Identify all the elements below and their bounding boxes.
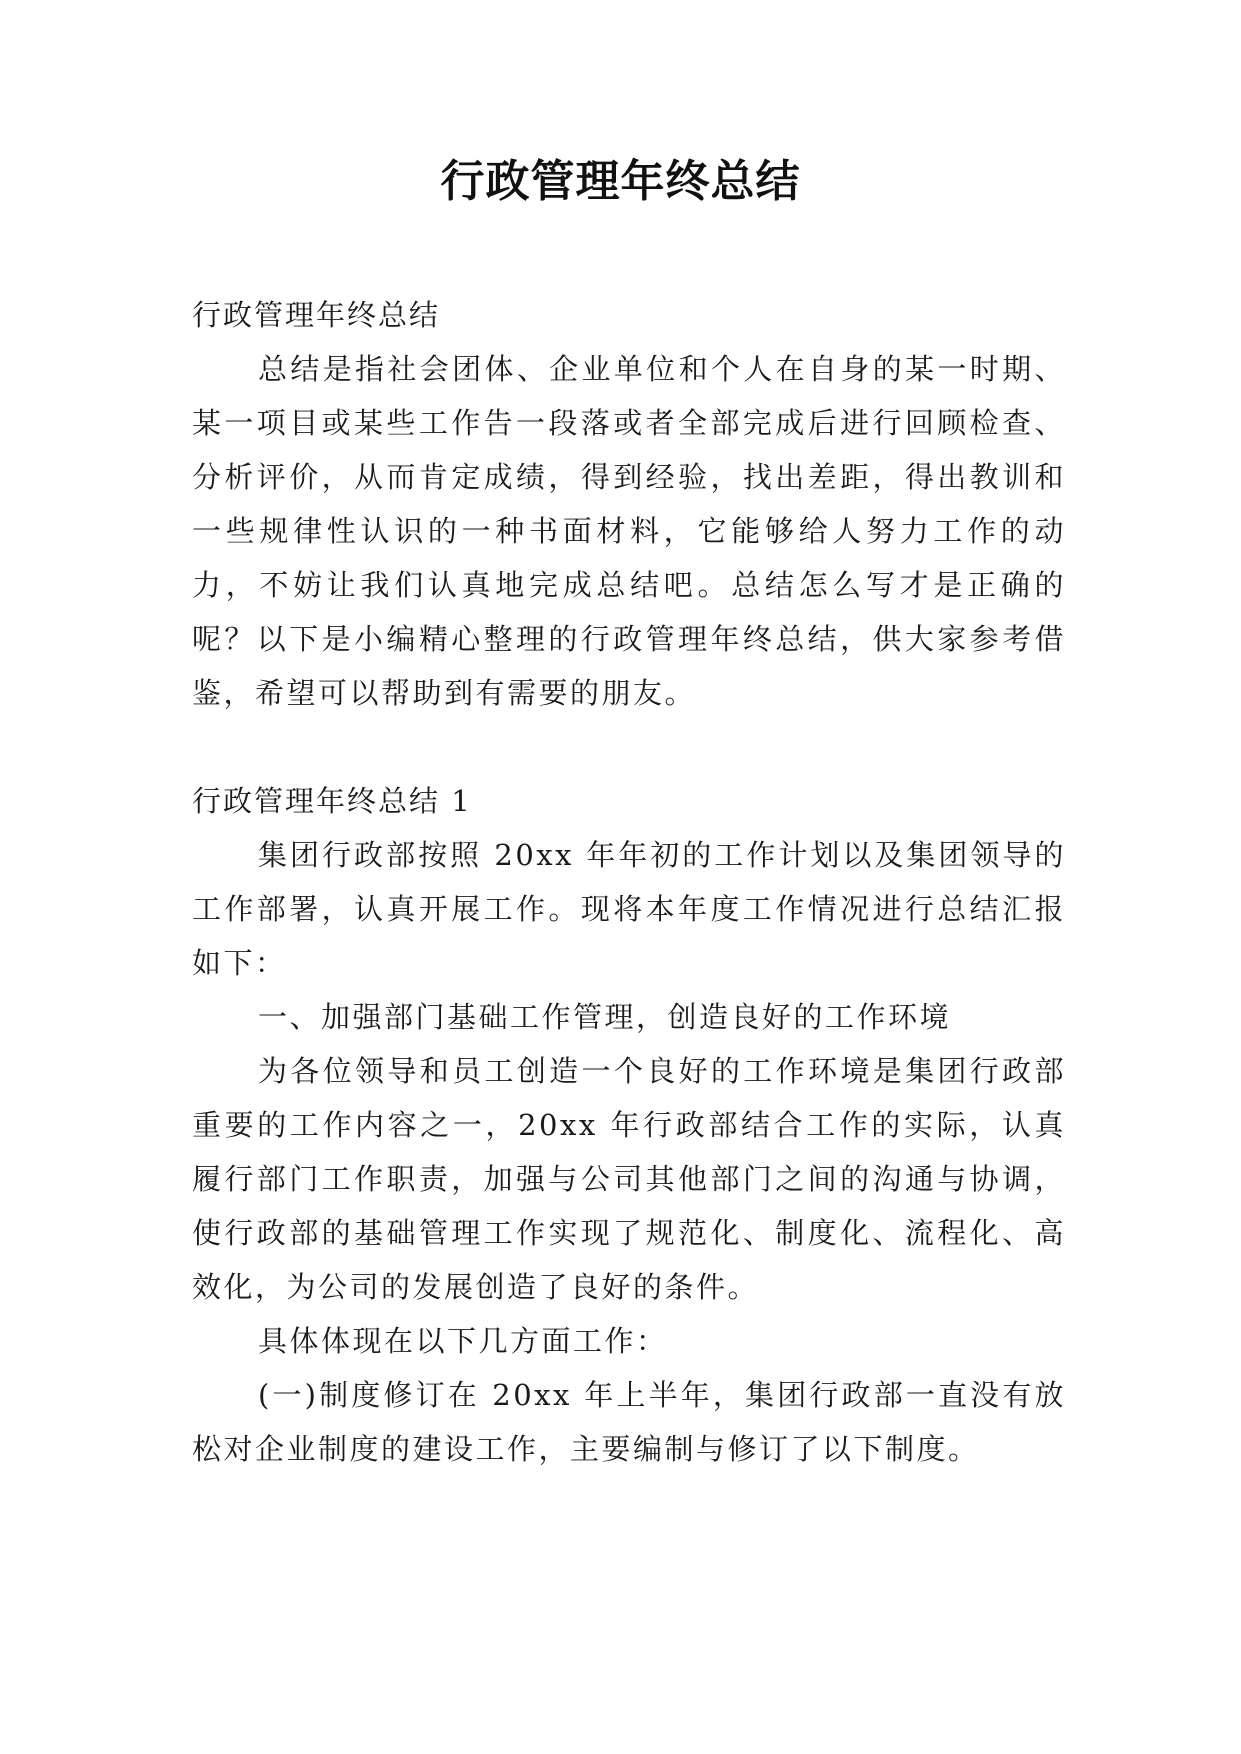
- document-title: 行政管理年终总结: [440, 156, 801, 207]
- section-1-paragraph-1: 集团行政部按照 20xx 年年初的工作计划以及集团领导的工作部署，认真开展工作。现将本年度工作情况进行总结汇报如下：: [192, 838, 1066, 980]
- section-1-paragraph-4: (一)制度修订在 20xx 年上半年，集团行政部一直没有放松对企业制度的建设工作，主要编制与修订了以下制度。: [192, 1378, 1066, 1466]
- section-1-paragraph-2: 为各位领导和员工创造一个良好的工作环境是集团行政部重要的工作内容之一，20xx 年行政部结合工作的实际，认真履行部门工作职责，加强与公司其他部门之间的沟通与协调，使行政部的基础管理工作实现了规范化、制度化、流程化、高效化，为公司的发展创造了良好的条件。: [192, 1054, 1066, 1304]
- intro-heading: 行政管理年终总结: [192, 298, 441, 332]
- intro-paragraph: 总结是指社会团体、企业单位和个人在自身的某一时期、某一项目或某些工作告一段落或者全部完成后进行回顾检查、分析评价，从而肯定成绩，得到经验，找出差距，得出教训和一些规律性认识的一种书面材料，它能够给人努力工作的动力，不妨让我们认真地完成总结吧。总结怎么写才是正确的呢？以下是小编精心整理的行政管理年终总结，供大家参考借鉴，希望可以帮助到有需要的朋友。: [192, 352, 1066, 710]
- section-spacer: [192, 720, 1066, 774]
- section-1-subheading: 一、加强部门基础工作管理，创造良好的工作环境: [258, 1000, 952, 1034]
- document-body: [192, 288, 1066, 1476]
- section-1-heading: 行政管理年终总结 1: [192, 784, 472, 818]
- section-1-paragraph-3: 具体体现在以下几方面工作：: [258, 1324, 668, 1358]
